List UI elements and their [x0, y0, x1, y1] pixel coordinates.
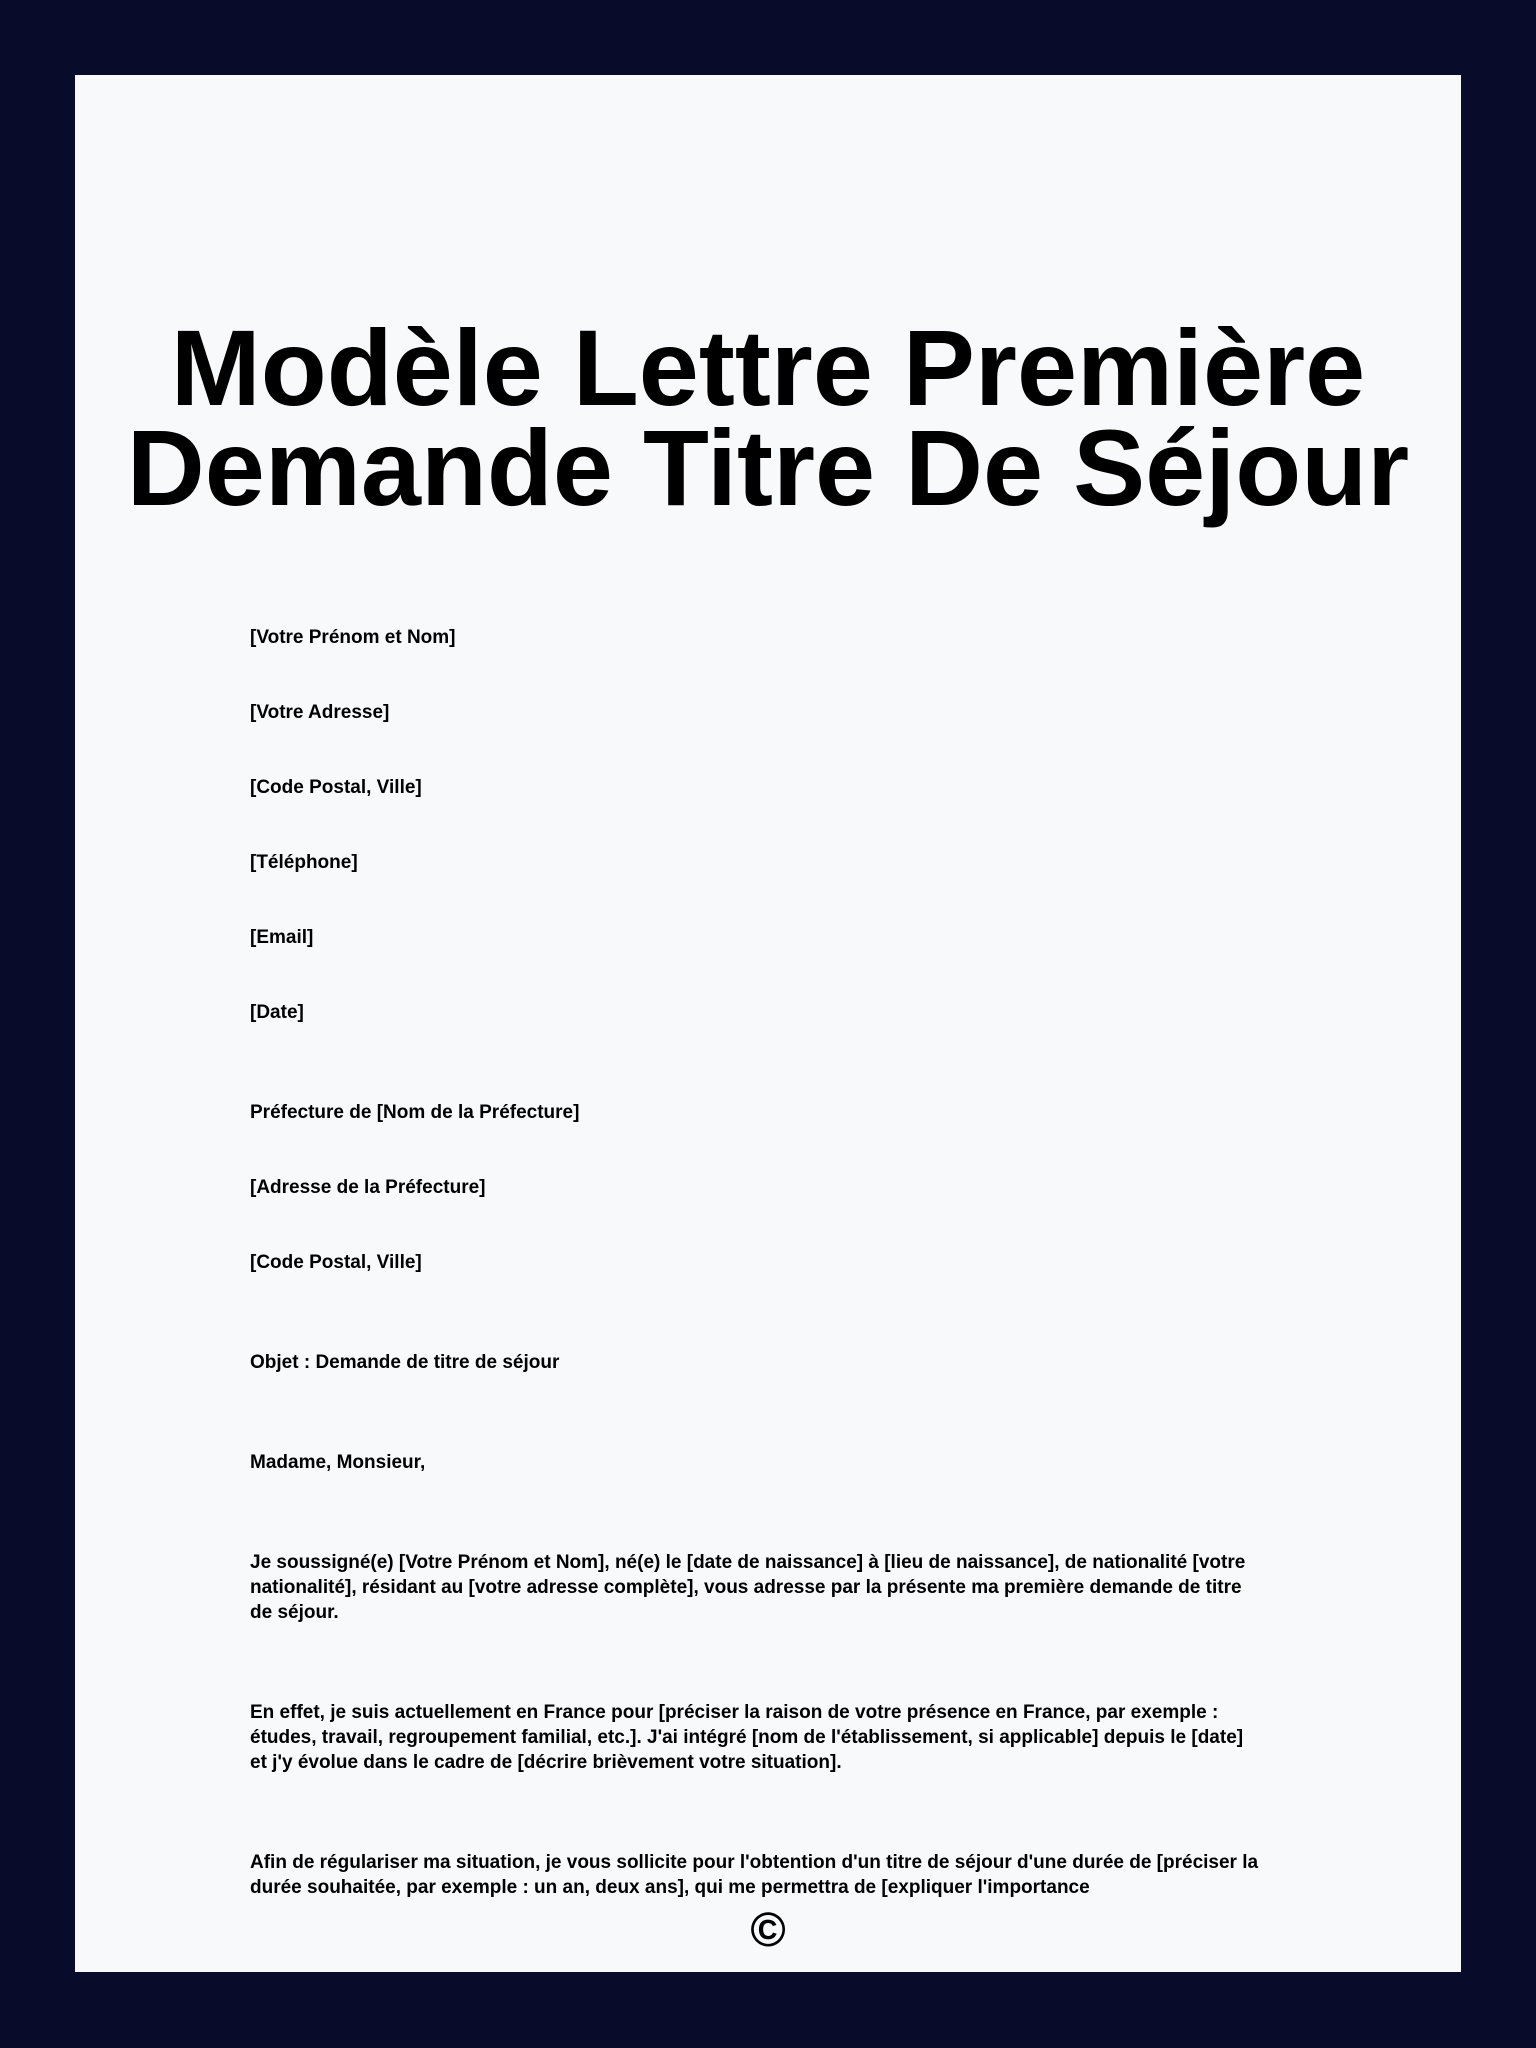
sender-phone: [Téléphone] [250, 852, 358, 873]
body-paragraph: En effet, je suis actuellement en France pour [préciser la raison de votre présence en France, par exemple : études, travail, regroupement familial, etc.]. J'ai intégré [nom de l'établissement, si applicable] depuis le [date] et j'y évolue dans le cadre de [décrire brièvement votre situation]. [250, 1702, 1244, 1773]
sender-name: [Votre Prénom et Nom] [250, 627, 456, 648]
copyright-icon: © [750, 1904, 786, 1957]
letter-salutation: Madame, Monsieur, [250, 1452, 426, 1473]
letter-page [75, 75, 1461, 1972]
title-line-1: Modèle Lettre Première [170, 307, 1366, 428]
title-line-2: Demande Titre De Séjour [126, 407, 1410, 528]
page-title [75, 307, 1461, 528]
recipient-prefecture: Préfecture de [Nom de la Préfecture] [250, 1102, 580, 1123]
letter-subject: Objet : Demande de titre de séjour [250, 1352, 560, 1373]
sender-email: [Email] [250, 927, 314, 948]
body-paragraph: Je soussigné(e) [Votre Prénom et Nom], né(e) le [date de naissance] à [lieu de naissance], de nationalité [votre nationalité], résidant au [votre adresse complète], vous adresse par la présente ma première demande de titre de séjour. [250, 1552, 1246, 1623]
body-paragraph: Afin de régulariser ma situation, je vous sollicite pour l'obtention d'un titre de séjour d'une durée de [préciser la durée souhaitée, par exemple : un an, deux ans], qui me permettra de [expliquer l'importance [250, 1852, 1259, 1898]
recipient-address: [Adresse de la Préfecture] [250, 1177, 486, 1198]
recipient-postal-city: [Code Postal, Ville] [250, 1252, 422, 1273]
sender-postal-city: [Code Postal, Ville] [250, 777, 422, 798]
sender-address: [Votre Adresse] [250, 702, 390, 723]
letter-date: [Date] [250, 1002, 304, 1023]
